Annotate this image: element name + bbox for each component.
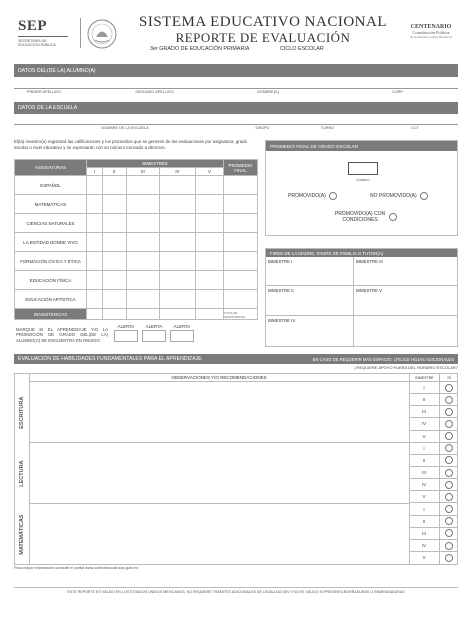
bimestre-header-1: I: [87, 168, 103, 176]
apoyo-radio-cell[interactable]: [439, 406, 458, 418]
apoyo-radio-cell[interactable]: [439, 516, 458, 528]
bimestre-header-2: II: [102, 168, 126, 176]
alumno-field-2: SEGUNDO APELLIDO: [135, 90, 174, 94]
apoyo-radio-cell[interactable]: [439, 418, 458, 430]
bimestre-header-3: III: [126, 168, 159, 176]
sep-logo-text: SEP: [18, 18, 48, 34]
grade-cell[interactable]: [196, 290, 224, 309]
habilidades-table: [14, 373, 458, 565]
promovido-option[interactable]: [288, 192, 337, 200]
bim-header-label: BIMESTRE: [415, 376, 434, 380]
no-promovido-label: NO PROMOVIDO(A): [370, 193, 417, 199]
grade-cell[interactable]: [102, 271, 126, 290]
apoyo-radio[interactable]: [445, 444, 453, 452]
grade-cell[interactable]: [87, 290, 103, 309]
firma-bim-3-label: BIMESTRE III: [356, 259, 383, 264]
firma-panel: [265, 248, 458, 347]
alerta-2[interactable]: [141, 324, 167, 342]
inasistencia-cell[interactable]: [126, 309, 159, 320]
grade-label: 3er GRADO DE EDUCACIÓN PRIMARIA: [150, 46, 250, 52]
alumno-field-4: CURP: [392, 90, 403, 94]
alerta-3-box[interactable]: [170, 330, 194, 342]
promedio-cell[interactable]: [224, 233, 258, 252]
grade-cell[interactable]: [159, 176, 195, 195]
habilidades-title: EVALUACIÓN DE HABILIDADES FUNDAMENTALES PARA EL APRENDIZAJE: [18, 356, 202, 362]
apoyo-radio[interactable]: [445, 432, 453, 440]
firma-bim-2[interactable]: [266, 286, 354, 316]
promovido-cond-label: PROMOVIDO(A) CON CONDICIONES: [334, 211, 386, 223]
escuela-section-title: DATOS DE LA ESCUELA: [18, 105, 78, 111]
alerta-2-box[interactable]: [142, 330, 166, 342]
centenario-text: CENTENARIO: [410, 24, 452, 30]
escuela-field-4: CCT: [411, 126, 419, 130]
promovido-radio[interactable]: [329, 192, 337, 200]
no-promovido-radio[interactable]: [420, 192, 428, 200]
bimestre-header-4: IV: [159, 168, 195, 176]
alumno-field-3: NOMBRE(S): [257, 90, 279, 94]
col-bimestres: BIMESTRES: [87, 160, 224, 168]
apoyo-radio-cell[interactable]: [439, 382, 458, 394]
grade-cell[interactable]: [102, 195, 126, 214]
title-report: REPORTE DE EVALUACIÓN: [175, 30, 351, 45]
grade-cell[interactable]: [159, 252, 195, 271]
inasistencia-cell[interactable]: [87, 309, 103, 320]
inasistencia-cell[interactable]: [102, 309, 126, 320]
grade-cell[interactable]: [126, 214, 159, 233]
cycle-label: CICLO ESCOLAR: [280, 46, 324, 52]
apoyo-radio-cell[interactable]: [439, 552, 458, 564]
grade-cell[interactable]: [159, 214, 195, 233]
grade-cell[interactable]: [87, 252, 103, 271]
apoyo-radio[interactable]: [445, 505, 453, 513]
validity-text: ESTE REPORTE ES VÁLIDO EN LOS ESTADOS UNIDOS MEXICANOS, NO REQUIERE TRÁMITES ADICIONALES DE LEGALIZACIÓN Y NO ES VÁLIDO SI PRESENTA BORRADURAS O ENMENDADURAS: [67, 590, 405, 594]
apoyo-radio[interactable]: [445, 493, 453, 501]
sep-logo: [18, 18, 73, 47]
grade-cell[interactable]: [196, 176, 224, 195]
grade-cell[interactable]: [159, 290, 195, 309]
apoyo-radio-cell[interactable]: [439, 491, 458, 503]
firma-bim-5[interactable]: [354, 286, 458, 316]
bimestre-roman: III: [409, 406, 439, 418]
grade-cell[interactable]: [102, 233, 126, 252]
subject-artistica: EDUCACIÓN ARTÍSTICA: [15, 290, 87, 309]
promedio-panel: [265, 140, 458, 236]
apoyo-radio[interactable]: [445, 554, 453, 562]
col-asignaturas: ASIGNATURAS: [15, 160, 87, 176]
grade-cell[interactable]: [126, 233, 159, 252]
firma-title-bar: [266, 249, 457, 257]
si-header: [439, 374, 458, 382]
subject-ciencias: CIENCIAS NATURALES: [15, 214, 87, 233]
promedio-number-label: NÚMERO: [356, 178, 370, 182]
sep-sub-2: EDUCACIÓN PÚBLICA: [18, 43, 56, 47]
grade-cell[interactable]: [102, 252, 126, 271]
apoyo-radio-cell[interactable]: [439, 479, 458, 491]
bimestre-roman: III: [409, 528, 439, 540]
escuela-field-1: NOMBRE DE LA ESCUELA: [101, 126, 149, 130]
grade-cell[interactable]: [159, 233, 195, 252]
bimestre-roman: IV: [409, 479, 439, 491]
apoyo-radio[interactable]: [445, 420, 453, 428]
subject-fisica: EDUCACIÓN FÍSICA: [15, 271, 87, 290]
title-main: SISTEMA EDUCATIVO NACIONAL: [139, 14, 387, 30]
alerta-1-label: ALERTA: [117, 324, 135, 329]
alerta-1[interactable]: [113, 324, 139, 342]
grade-cell[interactable]: [87, 233, 103, 252]
firma-title: FIRMA DE LA MADRE, PADRE DE FAMILIA O TUTOR(A): [270, 250, 384, 256]
promedio-title-bar: [266, 141, 457, 151]
si-header-label: SÍ: [447, 376, 451, 380]
alumno-section-title: DATOS DEL(DE LA) ALUMNO(A): [18, 67, 96, 74]
grade-cell[interactable]: [87, 195, 103, 214]
constitucion-sub-text: de los Estados Unidos Mexicanos: [410, 35, 452, 39]
apoyo-radio-cell[interactable]: [439, 528, 458, 540]
alumno-line: [14, 88, 458, 89]
bim-header: [409, 374, 439, 382]
grade-cell[interactable]: [126, 176, 159, 195]
alerta-3-label: ALERTA: [173, 324, 191, 329]
bimestre-roman: III: [409, 467, 439, 479]
apoyo-radio[interactable]: [445, 529, 453, 537]
bimestre-roman: II: [409, 394, 439, 406]
bimestre-roman: V: [422, 555, 426, 561]
escuela-line: [14, 124, 458, 125]
observaciones-field[interactable]: [29, 443, 409, 504]
constitucion-text: Constitución Política: [412, 30, 450, 35]
section-label-1: LECTURA: [19, 459, 25, 487]
subject-espanol: ESPAÑOL: [15, 176, 87, 195]
sep-sub-1: SECRETARÍA DE: [18, 39, 47, 43]
bimestre-roman: V: [409, 431, 439, 443]
firma-bim-2-label: BIMESTRE II: [268, 288, 294, 293]
promovido-label: PROMOVIDO(A): [288, 193, 326, 199]
apoyo-radio[interactable]: [445, 396, 453, 404]
grade-cell[interactable]: [87, 271, 103, 290]
bimestre-roman: I: [409, 504, 439, 516]
coat-of-arms-icon: [86, 18, 118, 50]
bimestre-roman: IV: [409, 540, 439, 552]
apoyo-radio[interactable]: [445, 408, 453, 416]
grades-table: [14, 159, 258, 320]
apoyo-radio[interactable]: [445, 517, 453, 525]
habilidades-note: EN CASO DE REQUERIR MÁS ESPACIO, UTILICE HOJAS ADICIONALES: [312, 356, 454, 362]
grade-cell[interactable]: [159, 195, 195, 214]
more-info-text: Para mayor información consulte el portal www.controlescolar.sep.gob.mx: [14, 566, 139, 570]
apoyo-radio-cell[interactable]: [439, 540, 458, 552]
grade-cell[interactable]: [102, 290, 126, 309]
observaciones-field[interactable]: [29, 382, 409, 443]
grade-cell[interactable]: [126, 252, 159, 271]
alerta-3[interactable]: [169, 324, 195, 342]
grade-cell[interactable]: [126, 195, 159, 214]
apoyo-radio-cell[interactable]: [439, 504, 458, 516]
grade-cell[interactable]: [196, 214, 224, 233]
firma-bim-4[interactable]: [266, 316, 354, 346]
alumno-section-bar: [14, 64, 458, 77]
apoyo-radio[interactable]: [445, 469, 453, 477]
promedio-cell[interactable]: [224, 195, 258, 214]
no-promovido-option[interactable]: [370, 192, 428, 200]
escuela-field-2: GRUPO: [255, 126, 270, 130]
alumno-field-1: PRIMER APELLIDO: [26, 90, 62, 94]
total-inasistencias[interactable]: [224, 309, 258, 320]
apoyo-label: ¿REQUIERE APOYO FUERA DEL HORARIO ESCOLAR?: [354, 365, 458, 370]
grade-cell[interactable]: [87, 176, 103, 195]
footer-line: [14, 587, 458, 588]
escuela-field-3: TURNO: [320, 126, 335, 130]
grade-cell[interactable]: [196, 195, 224, 214]
section-label-2: MATEMÁTICAS: [19, 513, 25, 554]
bimestre-roman: IV: [409, 418, 439, 430]
inasistencia-cell[interactable]: [196, 309, 224, 320]
obs-header-label: OBSERVACIONES Y/O RECOMENDACIONES: [171, 375, 267, 380]
promedio-cell[interactable]: [224, 271, 258, 290]
grade-cell[interactable]: [126, 290, 159, 309]
apoyo-radio[interactable]: [445, 456, 453, 464]
total-inasistencias-label: TOTAL DE INASISTENCIAS: [224, 311, 246, 319]
subject-entidad: LA ENTIDAD DONDE VIVO: [15, 233, 87, 252]
col-promedio: PROMEDIO FINAL: [224, 160, 258, 176]
subject-matematicas: MATEMÁTICAS: [15, 195, 87, 214]
apoyo-radio[interactable]: [445, 384, 453, 392]
promedio-cell[interactable]: [224, 252, 258, 271]
grade-cell[interactable]: [87, 214, 103, 233]
observaciones-field[interactable]: [29, 504, 409, 565]
bimestre-roman: II: [409, 455, 439, 467]
promedio-title: PROMEDIO FINAL DE GRADO ESCOLAR: [270, 143, 359, 149]
bimestre-header-5: V: [196, 168, 224, 176]
grade-cell[interactable]: [196, 271, 224, 290]
alerta-1-box[interactable]: [114, 330, 138, 342]
apoyo-radio[interactable]: [445, 481, 453, 489]
bimestre-roman: V: [409, 491, 439, 503]
habilidades-title-bar: [14, 354, 458, 364]
promedio-cell[interactable]: [224, 214, 258, 233]
riesgo-text: MARQUE SI EL APRENDIZAJE Y/O LA PROMOCIÓN DE GRADO DEL(DE LA) ALUMNO(A) SE ENCUENTRA EN RIESGO: [16, 327, 108, 343]
bimestre-roman: I: [409, 382, 439, 394]
obs-header: [29, 374, 409, 382]
section-label-0: ESCRITURA: [19, 396, 25, 429]
instructions-text: El(la) maestro(a) registrará las calificaciones y los promedios que se generen de las evaluaciones por asignatura, grado escolar o nivel educativo y se expresarán con un número truncado a décimos.: [14, 139, 248, 150]
apoyo-radio-cell[interactable]: [439, 443, 458, 455]
promedio-cell[interactable]: [224, 176, 258, 195]
firma-bim-3[interactable]: [354, 257, 458, 286]
firma-bim-5-label: BIMESTRE V: [356, 288, 383, 293]
grade-cell[interactable]: [126, 271, 159, 290]
promovido-cond-radio[interactable]: [389, 213, 397, 221]
subject-civica: FORMACIÓN CÍVICA Y ÉTICA: [15, 252, 87, 271]
bimestre-roman: II: [409, 516, 439, 528]
apoyo-radio-cell[interactable]: [439, 394, 458, 406]
grade-cell[interactable]: [159, 271, 195, 290]
bimestre-roman: I: [409, 443, 439, 455]
centenario-logo: [400, 24, 462, 39]
inasistencia-cell[interactable]: [159, 309, 195, 320]
apoyo-radio-cell[interactable]: [439, 455, 458, 467]
firma-bim-1[interactable]: [266, 257, 354, 286]
apoyo-radio-cell[interactable]: [439, 431, 458, 443]
firma-bim-1-label: BIMESTRE I: [268, 259, 293, 264]
grade-cell[interactable]: [102, 214, 126, 233]
escuela-section-bar: [14, 102, 458, 114]
grade-cell[interactable]: [196, 252, 224, 271]
firma-bim-4-label: BIMESTRE IV: [268, 318, 296, 323]
promedio-cell[interactable]: [224, 290, 258, 309]
promovido-cond-option[interactable]: [334, 211, 397, 223]
promedio-number-box[interactable]: [348, 162, 378, 175]
alerta-2-label: ALERTA: [145, 324, 163, 329]
apoyo-radio[interactable]: [445, 542, 453, 550]
inasistencias-label: INASISTENCIAS: [15, 309, 87, 320]
grade-cell[interactable]: [196, 233, 224, 252]
apoyo-radio-cell[interactable]: [439, 467, 458, 479]
grade-cell[interactable]: [102, 176, 126, 195]
